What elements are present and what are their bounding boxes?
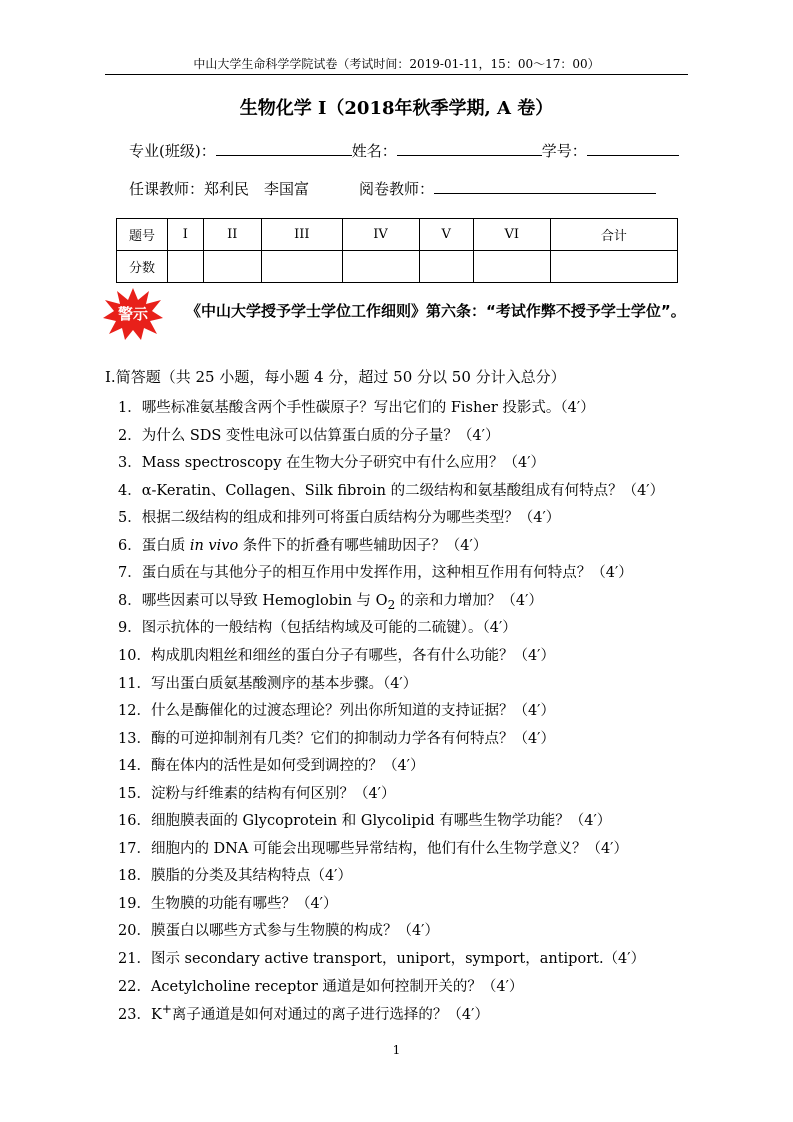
student-info-row [129, 140, 679, 161]
score-table-row [117, 251, 678, 283]
question-text: 的亲和力增加？（4′） [395, 592, 543, 609]
warning-text: 《中山大学授予学士学位工作细则》第六条：“考试作弊不授予学士学位”。 [186, 302, 686, 320]
score-table-header [117, 219, 678, 251]
question-text: 12．什么是酶催化的过渡态理论？列出你所知道的支持证据？（4′） [118, 703, 555, 720]
question-item [118, 506, 560, 527]
score-header-cell: III [261, 219, 342, 251]
question-item [118, 424, 499, 445]
question-text: 2 [387, 597, 396, 612]
id-label: 学号： [541, 142, 587, 160]
score-header-cell: VI [473, 219, 550, 251]
question-item [118, 396, 595, 417]
score-header-cell: 题号 [117, 219, 168, 251]
major-label: 专业(班级)： [129, 142, 216, 160]
question-item [118, 534, 487, 555]
question-item [118, 1002, 489, 1024]
question-item [118, 809, 611, 830]
question-text: 19．生物膜的功能有哪些？（4′） [118, 895, 338, 912]
score-cell[interactable] [550, 251, 677, 283]
score-row-label: 分数 [117, 251, 168, 283]
score-cell[interactable] [473, 251, 550, 283]
question-text: 6．蛋白质 [118, 537, 190, 554]
name-field[interactable] [397, 141, 542, 156]
page-header: 中山大学生命科学学院试卷（考试时间：2019-01-11，15：00～17：00） [193, 57, 600, 71]
question-item [118, 754, 424, 775]
question-item [118, 479, 664, 500]
grader-label: 阅卷教师： [359, 180, 435, 198]
question-item [118, 892, 337, 913]
question-text: 17．细胞内的 DNA 可能会出现哪些异常结构，他们有什么生物学意义？（4′） [118, 840, 628, 857]
score-cell[interactable] [261, 251, 342, 283]
question-text: 11．写出蛋白质氨基酸测序的基本步骤。（4′） [118, 675, 418, 692]
question-text: 2．为什么 SDS 变性电泳可以估算蛋白质的分子量？（4′） [118, 427, 500, 444]
question-text: in vivo [189, 537, 239, 554]
page-number: 1 [392, 1043, 401, 1057]
question-text: + [161, 1002, 172, 1017]
question-text: 23．K [118, 1006, 162, 1023]
major-field[interactable] [216, 141, 352, 156]
name-label: 姓名： [351, 142, 397, 160]
warning-badge-label: 警示 [117, 305, 148, 323]
score-table [116, 218, 678, 283]
question-item [118, 589, 543, 612]
question-text: 21．图示 secondary active transport，uniport，symport，antiport.（4′） [118, 951, 646, 967]
question-text: 3．Mass spectroscopy 在生物大分子研究中有什么应用？（4′） [118, 455, 546, 472]
question-item [118, 451, 545, 472]
question-item [118, 727, 555, 748]
question-text: 离子通道是如何对通过的离子进行选择的？（4′） [171, 1006, 489, 1023]
question-text: 15．淀粉与纤维素的结构有何区别？（4′） [118, 785, 396, 802]
question-item [118, 919, 439, 940]
score-cell[interactable] [419, 251, 473, 283]
question-item [118, 837, 628, 858]
question-text: 1．哪些标准氨基酸含两个手性碳原子？写出它们的 Fisher 投影式。（4′） [118, 400, 595, 416]
question-item [118, 947, 645, 968]
question-text: 14．酶在体内的活性是如何受到调控的？（4′） [118, 758, 425, 775]
teacher-row [129, 178, 656, 199]
score-header-cell: II [203, 219, 261, 251]
question-text: 22．Acetylcholine receptor 通道是如何控制开关的？（4′） [118, 978, 524, 995]
question-item [118, 672, 417, 693]
question-text: 20．膜蛋白以哪些方式参与生物膜的构成？（4′） [118, 923, 439, 940]
question-item [118, 864, 352, 885]
score-cell[interactable] [168, 251, 204, 283]
question-text: 10．构成肌肉粗丝和细丝的蛋白分子有哪些，各有什么功能？（4′） [118, 647, 555, 664]
score-cell[interactable] [203, 251, 261, 283]
exam-title: 生物化学 I（2018年秋季学期, A 卷） [239, 98, 554, 119]
question-item [118, 699, 555, 720]
header-divider [105, 74, 688, 75]
score-cell[interactable] [342, 251, 419, 283]
question-text: 条件下的折叠有哪些辅助因子？（4′） [238, 537, 488, 554]
question-item [118, 644, 555, 665]
question-text: 16．细胞膜表面的 Glycoprotein 和 Glycolipid 有哪些生物学功能？（4′） [118, 813, 612, 830]
score-header-cell: IV [342, 219, 419, 251]
question-item [118, 616, 517, 637]
question-text: 9．图示抗体的一般结构（包括结构域及可能的二硫键）。（4′） [118, 620, 517, 637]
question-text: 5．根据二级结构的组成和排列可将蛋白质结构分为哪些类型？（4′） [118, 510, 561, 527]
score-header-cell: 合计 [550, 219, 677, 251]
question-text: 8．哪些因素可以导致 Hemoglobin 与 O [118, 592, 388, 609]
question-item [118, 975, 523, 996]
warning-badge [103, 288, 163, 338]
question-text: 18．膜脂的分类及其结构特点（4′） [118, 868, 352, 885]
score-header-cell: V [419, 219, 473, 251]
teachers-label: 任课教师： [129, 180, 205, 198]
section-heading: I.简答题（共 25 小题，每小题 4 分，超过 50 分以 50 分计入总分） [105, 368, 566, 386]
question-text: 13．酶的可逆抑制剂有几类？它们的抑制动力学各有何特点？（4′） [118, 730, 555, 747]
question-item [118, 782, 395, 803]
grader-field[interactable] [434, 179, 656, 194]
student-id-field[interactable] [587, 141, 679, 156]
question-item [118, 561, 633, 582]
question-text: 7．蛋白质在与其他分子的相互作用中发挥作用，这种相互作用有何特点？（4′） [118, 565, 633, 582]
teachers-names: 郑利民 李国富 [204, 180, 310, 198]
score-header-cell: I [168, 219, 204, 251]
question-text: 4．α-Keratin、Collagen、Silk fibroin 的二级结构和氨基酸组成有何特点？（4′） [118, 482, 665, 499]
